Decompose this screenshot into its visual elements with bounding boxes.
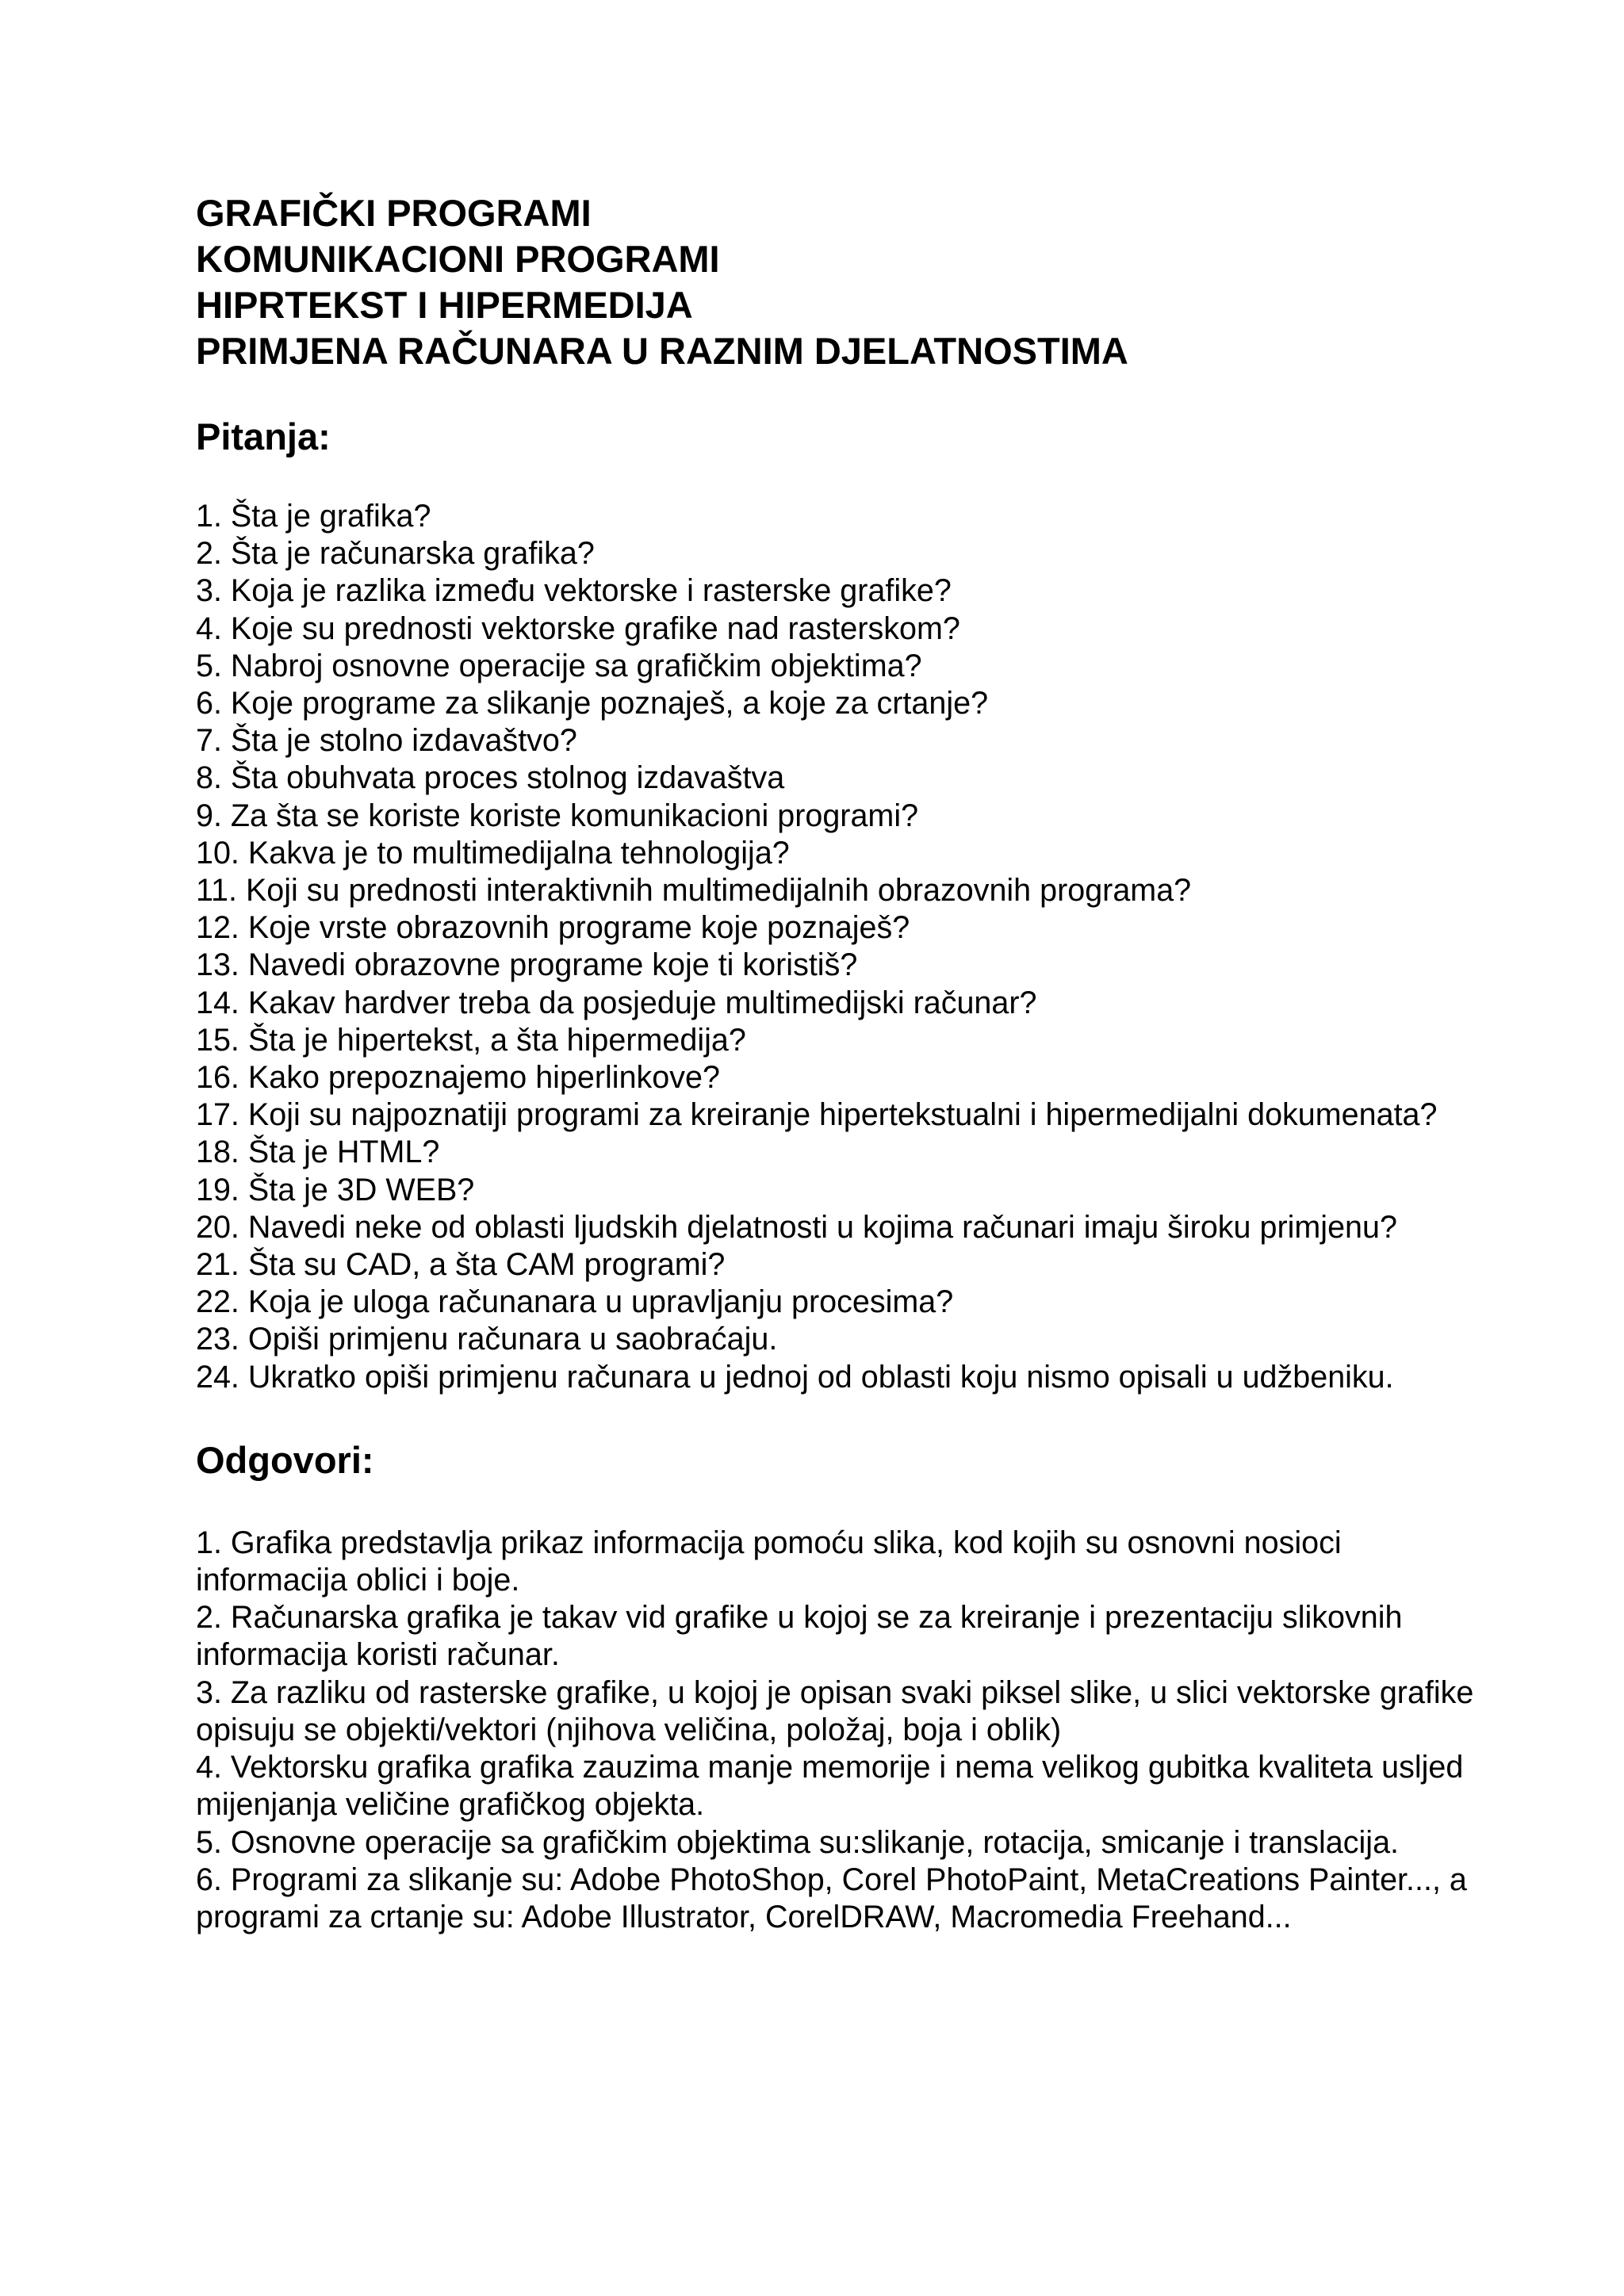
question-item: 23. Opiši primjenu računara u saobraćaju.	[196, 1322, 778, 1357]
question-item: 19. Šta je 3D WEB?	[196, 1172, 475, 1207]
question-item: 18. Šta je HTML?	[196, 1135, 440, 1170]
question-item: 3. Koja je razlika između vektorske i rasterske grafike?	[196, 573, 952, 609]
answer-item: 3. Za razliku od rasterske grafike, u kojoj je opisan svaki piksel slike, u slici vektorske grafike opisuju se objekti/vektori (njihova veličina, položaj, boja i oblik)	[196, 1674, 1474, 1747]
document-page	[196, 190, 1480, 1936]
question-item: 4. Koje su prednosti vektorske grafike nad rasterskom?	[196, 610, 960, 646]
question-item: 1. Šta je grafika?	[196, 499, 431, 534]
question-item: 5. Nabroj osnovne operacije sa grafičkim objektima?	[196, 648, 922, 683]
question-item: 21. Šta su CAD, a šta CAM programi?	[196, 1247, 726, 1283]
document-title-line: KOMUNIKACIONI PROGRAMI	[196, 238, 720, 280]
document-title-block	[196, 190, 1480, 374]
question-item: 15. Šta je hipertekst, a šta hipermedija?	[196, 1022, 746, 1058]
answer-item: 4. Vektorsku grafika grafika zauzima manje memorije i nema velikog gubitka kvaliteta usljed mijenjanja veličine grafičkog objekta.	[196, 1750, 1464, 1823]
answers-heading: Odgovori:	[196, 1438, 374, 1481]
question-item: 17. Koji su najpoznatiji programi za kreiranje hipertekstualni i hipermedijalni dokumenata?	[196, 1097, 1438, 1133]
question-item: 6. Koje programe za slikanje poznaješ, a koje za crtanje?	[196, 686, 989, 721]
answer-item: 1. Grafika predstavlja prikaz informacija pomoću slika, kod kojih su osnovni nosioci informacija oblici i boje.	[196, 1525, 1342, 1598]
question-item: 9. Za šta se koriste koriste komunikacioni programi?	[196, 798, 919, 833]
document-title-line: HIPRTEKST I HIPERMEDIJA	[196, 284, 693, 326]
document-title-line: PRIMJENA RAČUNARA U RAZNIM DJELATNOSTIMA	[196, 330, 1128, 372]
question-item: 12. Koje vrste obrazovnih programe koje poznaješ?	[196, 910, 910, 946]
answers-list	[196, 1525, 1480, 1936]
document-title-line: GRAFIČKI PROGRAMI	[196, 192, 592, 234]
question-item: 14. Kakav hardver treba da posjeduje multimedijski računar?	[196, 985, 1037, 1020]
answer-item: 6. Programi za slikanje su: Adobe PhotoShop, Corel PhotoPaint, MetaCreations Painter..., a programi za crtanje su: Adobe Illustrator, CorelDRAW, Macromedia Freehand...	[196, 1862, 1467, 1934]
question-item: 13. Navedi obrazovne programe koje ti koristiš?	[196, 947, 858, 983]
question-item: 11. Koji su prednosti interaktivnih multimedijalnih obrazovnih programa?	[196, 873, 1192, 909]
questions-list	[196, 498, 1480, 1396]
question-item: 7. Šta je stolno izdavaštvo?	[196, 723, 577, 759]
question-item: 10. Kakva je to multimedijalna tehnologija?	[196, 835, 790, 871]
question-item: 20. Navedi neke od oblasti ljudskih djelatnosti u kojima računari imaju široku primjenu?	[196, 1209, 1397, 1245]
questions-heading: Pitanja:	[196, 415, 331, 457]
question-item: 22. Koja je uloga računanara u upravljanju procesima?	[196, 1284, 954, 1320]
question-item: 24. Ukratko opiši primjenu računara u jednoj od oblasti koju nismo opisali u udžbeniku.	[196, 1359, 1394, 1395]
answer-item: 2. Računarska grafika je takav vid grafike u kojoj se za kreiranje i prezentaciju slikovnih informacija koristi računar.	[196, 1600, 1403, 1673]
question-item: 8. Šta obuhvata proces stolnog izdavaštva	[196, 760, 785, 796]
answer-item: 5. Osnovne operacije sa grafičkim objektima su:slikanje, rotacija, smicanje i translacija.	[196, 1824, 1400, 1860]
question-item: 2. Šta je računarska grafika?	[196, 536, 595, 572]
question-item: 16. Kako prepoznajemo hiperlinkove?	[196, 1060, 720, 1096]
